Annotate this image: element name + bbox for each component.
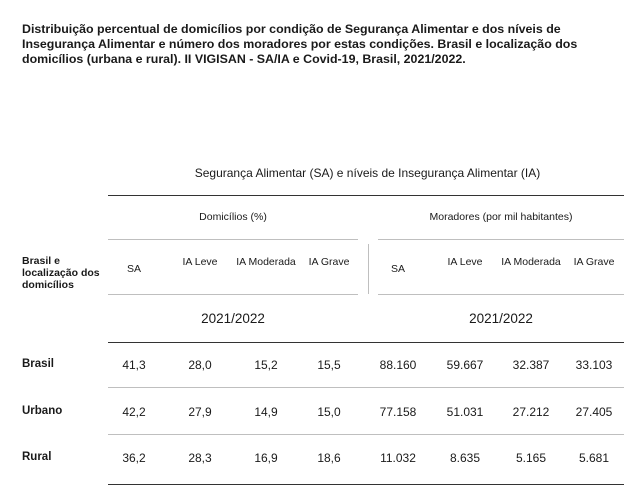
col-header-dom-sa: SA	[126, 263, 141, 275]
row-header-label: Brasil e localização dos domicílios	[22, 255, 100, 291]
cell-brasil-dom-ia-grave: 15,5	[317, 358, 341, 372]
cell-rural-dom-sa: 36,2	[122, 451, 146, 465]
cell-rural-mor-ia-moderada: 5.165	[515, 451, 547, 465]
cell-rural-mor-ia-leve: 8.635	[449, 451, 481, 465]
cell-brasil-dom-ia-leve: 28,0	[188, 358, 212, 372]
group-header-moradores: Moradores (por mil habitantes)	[429, 211, 573, 223]
cell-rural-dom-ia-moderada: 16,9	[254, 451, 278, 465]
document-title: Distribuição percentual de domicílios por condição de Segurança Alimentar e dos níveis de Insegurança Alimentar e número dos moradores por estas condições. Brasil e localização dos domicílios (urbana e rural). II VIGISAN - SA/IA e Covid-19, Brasil, 2021/2022.	[22, 22, 578, 66]
col-header-mor-ia-grave: IA Grave	[573, 256, 615, 268]
group-rule-domicilios	[108, 239, 358, 240]
year-label-moradores: 2021/2022	[469, 311, 533, 326]
cell-brasil-dom-sa: 41,3	[122, 358, 146, 372]
col-header-mor-ia-moderada: IA Moderada	[501, 256, 561, 268]
year-label-domicilios: 2021/2022	[201, 311, 265, 326]
header-rule-top	[108, 195, 624, 196]
row-label-rural: Rural	[22, 451, 52, 463]
body-rule-top	[108, 342, 624, 343]
col-header-dom-ia-leve: IA Leve	[182, 256, 218, 268]
cell-brasil-mor-sa: 88.160	[379, 358, 417, 372]
cell-rural-mor-sa: 11.032	[380, 451, 416, 465]
row-label-brasil: Brasil	[22, 358, 54, 370]
cell-urbano-mor-ia-moderada: 27.212	[512, 405, 550, 419]
row-label-urbano: Urbano	[22, 405, 63, 417]
cell-rural-dom-ia-leve: 28,3	[188, 451, 212, 465]
cell-urbano-mor-ia-leve: 51.031	[446, 405, 484, 419]
cell-urbano-dom-sa: 42,2	[122, 405, 146, 419]
col-header-mor-ia-leve: IA Leve	[447, 256, 483, 268]
cell-urbano-dom-ia-leve: 27,9	[188, 405, 212, 419]
col-header-dom-ia-grave: IA Grave	[308, 256, 350, 268]
col-header-dom-ia-moderada: IA Moderada	[236, 256, 296, 268]
table-rule-bottom	[108, 484, 624, 485]
row-rule-brasil	[108, 387, 624, 388]
cell-brasil-mor-ia-moderada: 32.387	[512, 358, 550, 372]
group-header-domicilios: Domicílios (%)	[199, 211, 267, 223]
table-supertitle: Segurança Alimentar (SA) e níveis de Insegurança Alimentar (IA)	[194, 166, 541, 180]
colhead-rule-moradores	[378, 294, 624, 295]
cell-rural-mor-ia-grave: 5.681	[578, 451, 610, 465]
cell-urbano-dom-ia-grave: 15,0	[317, 405, 341, 419]
cell-rural-dom-ia-grave: 18,6	[317, 451, 341, 465]
colhead-rule-domicilios	[108, 294, 358, 295]
cell-brasil-mor-ia-leve: 59.667	[446, 358, 484, 372]
group-rule-moradores	[378, 239, 624, 240]
cell-brasil-mor-ia-grave: 33.103	[575, 358, 613, 372]
col-header-mor-sa: SA	[390, 263, 405, 275]
cell-brasil-dom-ia-moderada: 15,2	[254, 358, 278, 372]
cell-urbano-mor-ia-grave: 27.405	[575, 405, 613, 419]
row-rule-urbano	[108, 434, 624, 435]
cell-urbano-mor-sa: 77.158	[379, 405, 417, 419]
cell-urbano-dom-ia-moderada: 14,9	[254, 405, 278, 419]
